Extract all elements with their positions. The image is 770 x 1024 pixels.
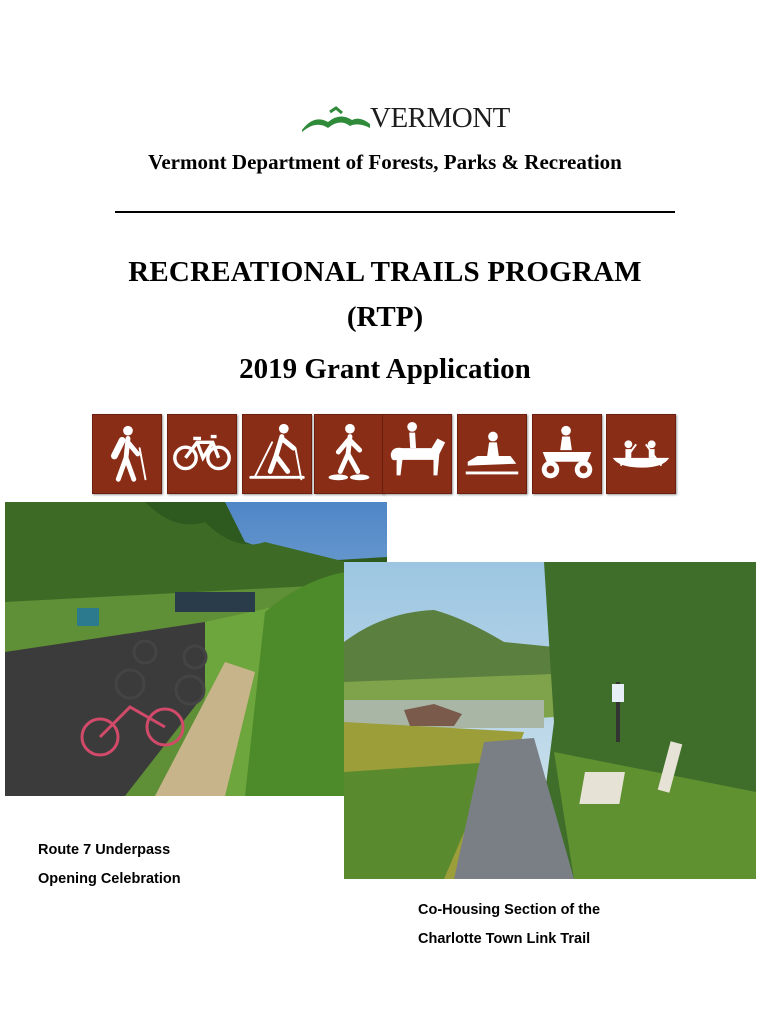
department-name: Vermont Department of Forests, Parks & Recreation	[148, 150, 622, 174]
left-photo-caption-line1: Route 7 Underpass	[38, 842, 171, 858]
snowshoeing-icon	[314, 414, 384, 494]
right-photo-caption-line1: Co-Housing Section of the	[418, 902, 601, 918]
horseback-riding-icon	[382, 414, 452, 494]
snowmobiling-icon	[457, 414, 527, 494]
page-title-acronym: (RTP)	[346, 301, 424, 333]
bicycling-icon	[167, 414, 237, 494]
hiking-icon	[92, 414, 162, 494]
vermont-mountain-logo-icon	[300, 104, 372, 134]
route-7-underpass-photo	[5, 502, 387, 796]
cross-country-skiing-icon	[242, 414, 312, 494]
vermont-logo	[300, 100, 510, 136]
activity-icons	[92, 414, 676, 496]
atv-icon	[532, 414, 602, 494]
page-subtitle: 2019 Grant Application	[239, 353, 531, 385]
charlotte-town-link-trail-photo	[344, 562, 756, 879]
right-photo-caption-line2: Charlotte Town Link Trail	[418, 931, 591, 947]
canoeing-icon	[606, 414, 676, 494]
page-title: RECREATIONAL TRAILS PROGRAM	[128, 256, 642, 288]
logo-text: VERMONT	[370, 102, 510, 134]
left-photo-caption-line2: Opening Celebration	[38, 871, 181, 887]
divider	[115, 211, 675, 213]
